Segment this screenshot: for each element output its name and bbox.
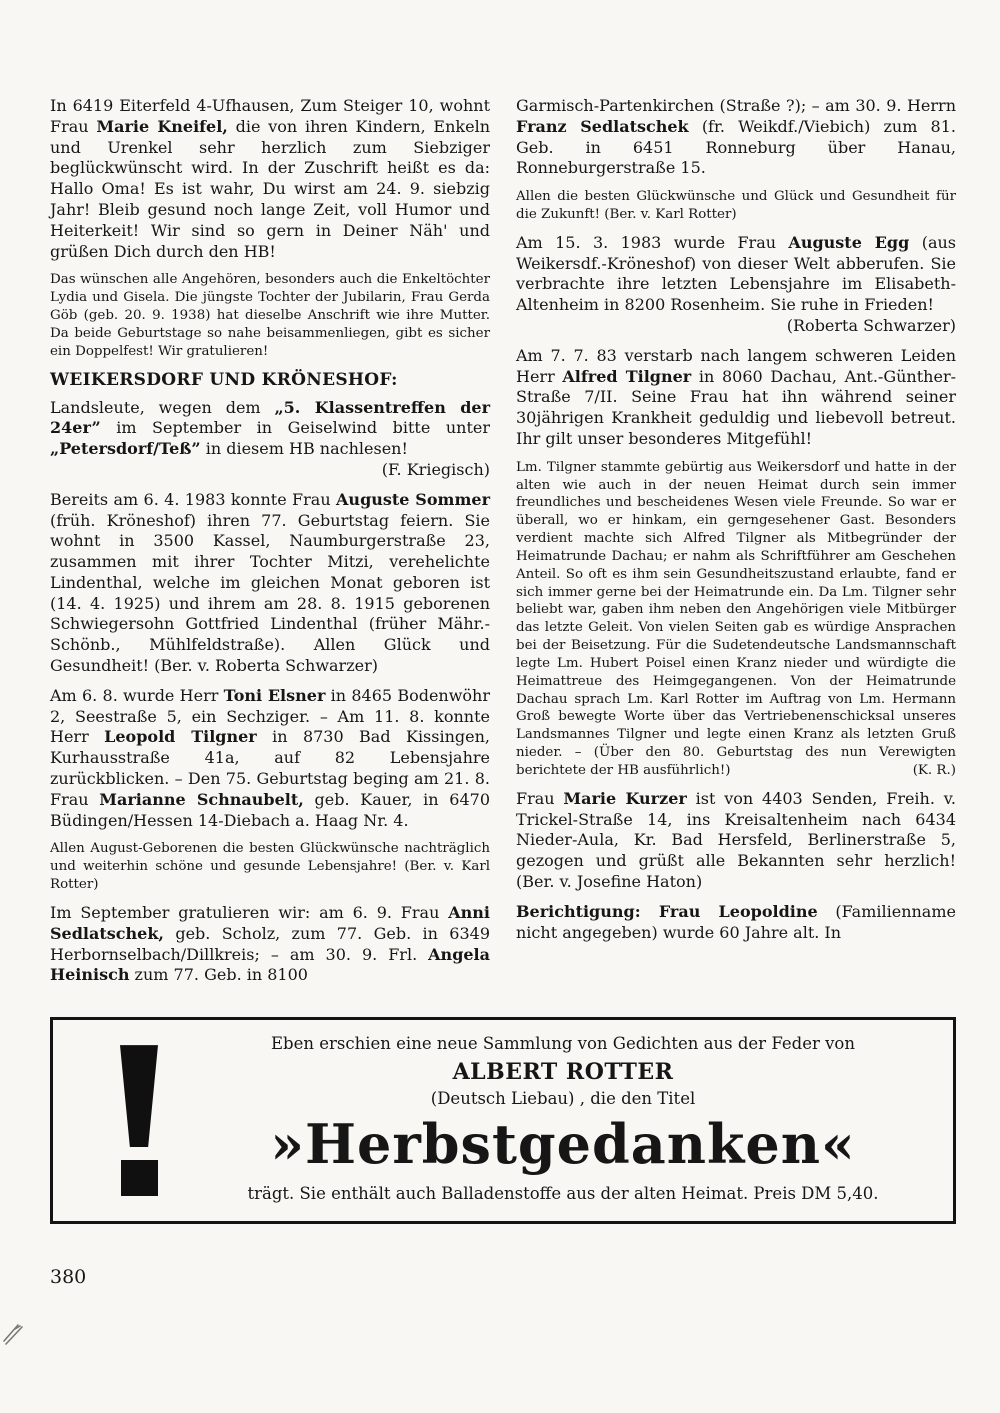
paragraph xyxy=(50,490,490,677)
right-column xyxy=(516,96,956,995)
body-text: In 6419 Eiterfeld 4-Ufhausen, Zum Steiger 10, wohnt Frau xyxy=(50,96,490,136)
body-text: Allen die besten Glückwünsche und Glück und Gesundheit für die Zukunft! (Ber. v. Karl Rotter) xyxy=(516,189,956,223)
attribution: (Roberta Schwarzer) xyxy=(786,316,956,336)
emphasized-text: Berichtigung: Frau Leopoldine xyxy=(516,901,818,921)
pen-mark xyxy=(2,1315,36,1345)
text-columns xyxy=(50,96,956,995)
emphasized-text: „Petersdorf/Teß” xyxy=(50,439,201,459)
paragraph xyxy=(50,271,490,360)
exclamation-dot xyxy=(121,1160,158,1196)
body-text: in 8730 Bad Kissingen, Kurhausstraße 41a, auf 82 Lebensjahre zurückblicken. – Den 75. Geburtstag beging am 21. 8. Frau xyxy=(50,727,491,809)
body-text: geb. Kauer, in 6470 Büdingen/Hessen 14-Diebach a. Haag Nr. 4. xyxy=(50,789,490,830)
emphasized-text: Alfred Tilgner xyxy=(562,366,692,386)
ad-book-title: »Herbstgedanken« xyxy=(270,1112,856,1177)
emphasized-text: Franz Sedlatschek xyxy=(516,116,689,136)
body-text: Bereits am 6. 4. 1983 konnte Frau xyxy=(50,489,337,509)
body-text: geb. Scholz, zum 77. Geb. in 6349 Herbornselbach/Dillkreis; – am 30. 9. Frl. xyxy=(50,923,490,964)
page-number: 380 xyxy=(50,1266,87,1289)
paragraph xyxy=(50,903,490,986)
paragraph xyxy=(516,789,956,893)
body-text: Lm. Tilgner stammte gebürtig aus Weikersdorf und hatte in der alten wie auch in der neuen Heimat durch sein immer freundliches und bescheidenes Wesen viele Freunde. So war er überall, wo er hinkam, ein gerngesehener Gast. Besonders verdient machte sich Alfred Tilgner als Mitbegründer der Heimatrunde Dachau; er nahm als Schriftführer am Geschehen Anteil. So oft es ihm sein Gesundheitszustand erlaubte, fand er sich immer gerne bei der Heimatrunde ein. Da Lm. Tilgner sehr beliebt war, gaben ihm neben den Angehörigen viele Mitbürger das letzte Geleit. Von vielen Seiten gab es würdige Ansprachen bei der Beisetzung. Für die Sudetendeutsche Landsmannschaft legte Lm. Hubert Poisel einen Kranz nieder und würdigte die Heimattreue des Heimgegangenen. Von der Heimatrunde Dachau sprach Lm. Karl Rotter im Auftrag von Lm. Hermann Groß bewegte Worte über das Vertriebenenschicksal unseres Landsmannes Tilgner und legte einen Kranz als letzten Gruß nieder. – (Über den 80. Geburtstag des nun Verewigten berichtete der HB ausführlich!) xyxy=(516,459,956,778)
emphasized-text: Marianne Schnaubelt, xyxy=(99,789,304,809)
ad-subtitle-line: (Deutsch Liebau) , die den Titel xyxy=(430,1089,696,1109)
emphasized-text: Auguste Sommer xyxy=(336,489,490,509)
exclamation-bar xyxy=(120,1045,158,1147)
section-heading: WEIKERSDORF UND KRÖNESHOF: xyxy=(50,369,398,390)
body-text: zum 77. Geb. in 8100 xyxy=(129,965,308,985)
exclamation-icon xyxy=(79,1041,199,1196)
body-text: in diesem HB nachlesen! xyxy=(200,439,408,459)
attribution: (K. R.) xyxy=(912,762,956,778)
ad-intro-line: Eben erschien eine neue Sammlung von Gedichten aus der Feder von xyxy=(271,1034,855,1054)
body-text: Am 15. 3. 1983 wurde Frau xyxy=(516,232,789,252)
emphasized-text: Leopold Tilgner xyxy=(104,727,257,747)
paragraph xyxy=(50,686,490,832)
body-text: (Familienname nicht angegeben) wurde 60 Jahre alt. In xyxy=(516,901,956,942)
emphasized-text: Auguste Egg xyxy=(788,232,910,252)
body-text: Am 7. 7. 83 verstarb nach langem schweren Leiden Herr xyxy=(516,345,956,386)
body-text: in 8465 Bodenwöhr 2, Seestraße 5, ein Sechziger. – Am 11. 8. konnte Herr xyxy=(50,685,491,747)
body-text: Allen August-Geborenen die besten Glückwünsche nachträglich und weiterhin schöne und gesunde Lebensjahre! (Ber. v. Karl Rotter) xyxy=(50,841,490,893)
body-text: die von ihren Kindern, Enkeln und Urenkel sehr herzlich zum Siebziger beglückwünscht wird. In der Zuschrift heißt es da: Hallo Oma! Es ist wahr, Du wirst am 24. 9. siebzig Jahr! Bleib gesund noch lange Zeit, voll Humor und Heiterkeit! Wir sind so gern in Deiner Näh' und grüßen Dich durch den HB! xyxy=(50,116,490,261)
ad-author-name: ALBERT ROTTER xyxy=(452,1059,674,1086)
paragraph xyxy=(50,398,490,481)
body-text: Am 6. 8. wurde Herr xyxy=(50,685,224,705)
emphasized-text: Marie Kurzer xyxy=(563,788,687,808)
body-text: im September in Geiselwind bitte unter xyxy=(100,418,490,438)
body-text: (früh. Kröneshof) ihren 77. Geburtstag feiern. Sie wohnt in 3500 Kassel, Naumburgerstraße 23, zusammen mit ihrer Tochter Mitzi, verehelichte Lindenthal, welche im gleichen Monat geboren ist (14. 4. 1925) und ihrem am 28. 8. 1915 geborenen Schwiegersohn Gottfried Lindenthal (früher Mähr.-Schönb., Mühlfeldstraße). Allen Glück und Gesundheit! (Ber. v. Roberta Schwarzer) xyxy=(50,510,490,676)
emphasized-text: Toni Elsner xyxy=(223,685,326,705)
attribution: (F. Kriegisch) xyxy=(381,459,490,479)
advertisement-box xyxy=(50,1017,956,1224)
paragraph xyxy=(516,346,956,450)
paragraph xyxy=(516,459,956,780)
emphasized-text: Angela Heinisch xyxy=(50,944,490,985)
emphasized-text: „5. Klassentreffen der 24er” xyxy=(50,397,490,438)
emphasized-text: Anni Sedlatschek, xyxy=(50,902,490,943)
paragraph xyxy=(50,96,490,262)
left-column xyxy=(50,96,490,995)
body-text: Das wünschen alle Angehören, besonders auch die Enkeltöchter Lydia und Gisela. Die jüngste Tochter der Jubilarin, Frau Gerda Göb (geb. 20. 9. 1938) hat dieselbe Anschrift wie ihre Mutter. Da beide Geburtstage so nahe beisammenliegen, gibt es sicher ein Doppelfest! Wir gratulieren! xyxy=(50,272,490,359)
body-text: in 8060 Dachau, Ant.-Günther-Straße 7/II. Seine Frau hat ihn während seiner 30jährigen Krankheit geduldig und liebevoll betreut. Ihr gilt unser besonderes Mitgefühl! xyxy=(516,366,956,449)
body-text: ist von 4403 Senden, Freih. v. Trickel-Straße 14, ins Kreisaltenheim nach 6434 Nieder-Aula, Kr. Bad Hersfeld, Berlinerstraße 5, gezogen und grüßt alle Bekannten sehr herzlich! (Ber. v. Josefine Haton) xyxy=(516,788,956,891)
paragraph xyxy=(50,840,490,893)
body-text: Frau xyxy=(516,788,564,808)
body-text: (aus Weikersdf.-Kröneshof) von dieser Welt abberufen. Sie verbrachte ihre letzten Lebensjahre im Elisabeth-Altenheim in 8200 Rosenheim. Sie ruhe in Frieden! xyxy=(516,232,956,315)
paragraph xyxy=(516,188,956,224)
body-text: Im September gratulieren wir: am 6. 9. Frau xyxy=(50,902,449,922)
paragraph xyxy=(516,233,956,337)
paragraph xyxy=(516,902,956,944)
emphasized-text: Marie Kneifel, xyxy=(96,116,228,136)
body-text: (fr. Weikdf./Viebich) zum 81. Geb. in 6451 Ronneburg über Hanau, Ronneburgerstraße 15. xyxy=(516,116,956,178)
paragraph xyxy=(516,96,956,179)
advertisement-content xyxy=(199,1034,927,1203)
ad-closing-line: trägt. Sie enthält auch Balladenstoffe aus der alten Heimat. Preis DM 5,40. xyxy=(247,1184,879,1204)
body-text: Landsleute, wegen dem xyxy=(50,397,275,417)
body-text: Garmisch-Partenkirchen (Straße ?); – am 30. 9. Herrn xyxy=(516,96,956,115)
